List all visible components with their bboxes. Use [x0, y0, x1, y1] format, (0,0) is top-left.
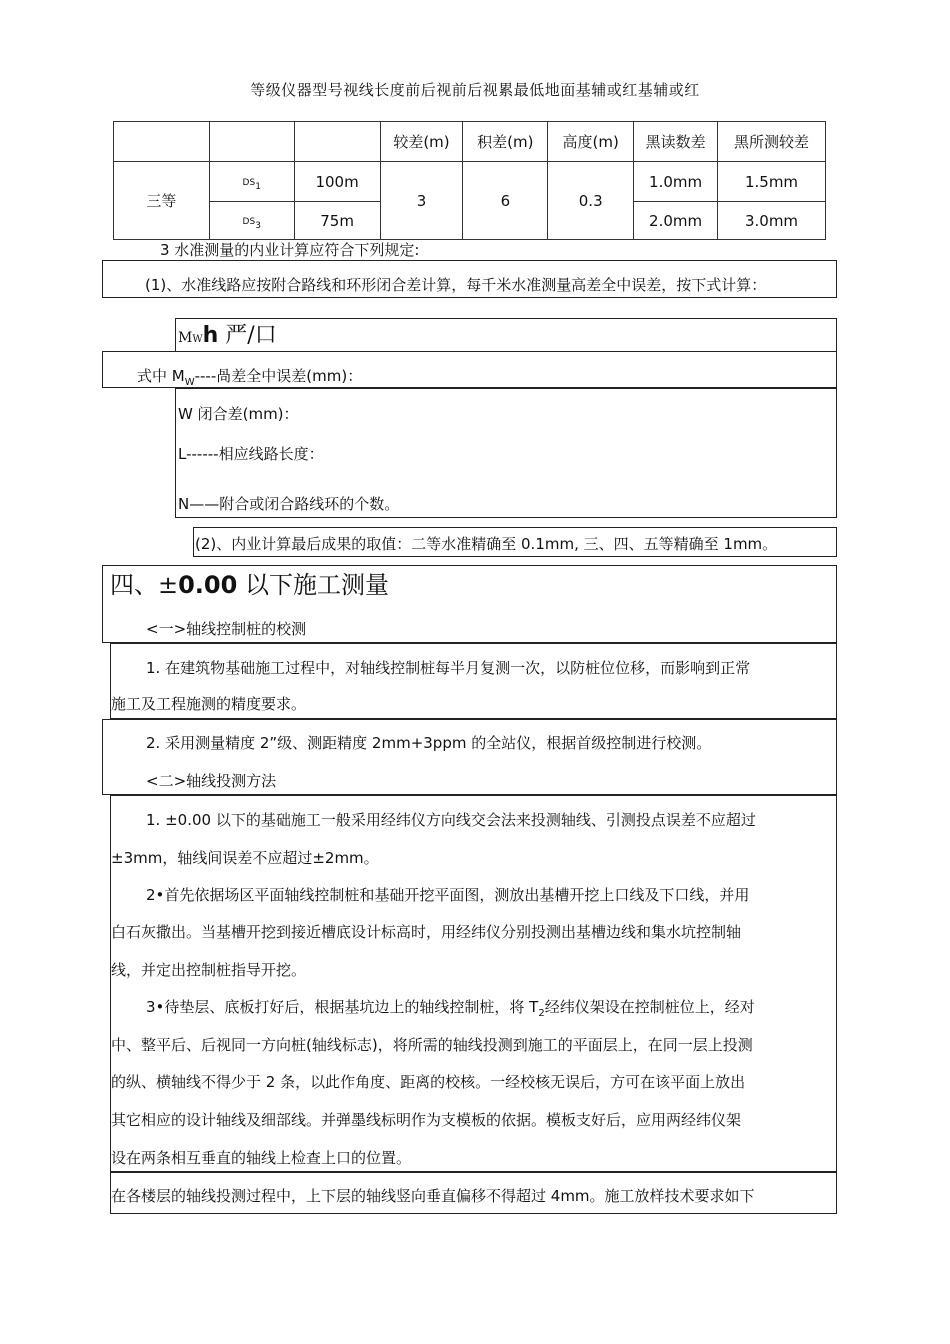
table-cell-empty — [294, 122, 380, 162]
black-measured-diff-cell: 3.0mm — [718, 202, 826, 240]
definition-l: L------相应线路长度： — [178, 445, 324, 463]
paragraph-2: 2. 采用测量精度 2”级、测距精度 2mm+3ppm 的全站仪，根据首级控制进行校测。 — [146, 734, 712, 752]
paragraph-4-line-3: 线，并定出控制桩指导开挖。 — [111, 961, 307, 979]
paragraph-5-line-2: 中、整平后、后视同一方向桩(轴线标志)，将所需的轴线投测到施工的平面层上，在同一层上投测 — [111, 1036, 753, 1054]
paragraph-4-line-1: 2•首先依据场区平面轴线控制桩和基础开挖平面图，测放出基槽开挖上口线及下口线，并用 — [146, 886, 750, 904]
leveling-table — [113, 121, 826, 240]
paragraph-3-line-2: ±3mm，轴线间误差不应超过±2mm。 — [111, 849, 379, 867]
black-reading-diff-cell: 2.0mm — [634, 202, 718, 240]
paragraph-1-line-2: 施工及工程施测的精度要求。 — [111, 695, 307, 713]
table-cell-empty — [209, 122, 294, 162]
front-back-diff-cell: 3 — [380, 162, 463, 240]
paragraph-5-line-5: 设在两条相互垂直的轴线上检查上口的位置。 — [111, 1149, 412, 1167]
instrument-cell: $DS_3$ — [209, 202, 294, 240]
column-header: 黑所测较差 — [718, 122, 826, 162]
paragraph-4-line-2: 白石灰撒出。当基槽开挖到接近槽底设计标高时，用经纬仪分别投测出基槽边线和集水坑控制轴 — [111, 923, 742, 941]
instrument-cell: $DS_1$ — [209, 162, 294, 202]
grade-cell: 三等 — [114, 162, 210, 240]
black-reading-diff-cell: 1.0mm — [634, 162, 718, 202]
subsection-1-title: <一>轴线控制桩的校测 — [146, 620, 307, 638]
definition-mw: 式中 $M_W----$咼差全中误差(mm)： — [137, 367, 363, 388]
section-4-title: 四、±0.00 以下施工测量 — [110, 571, 389, 599]
table-header-line: 等级仪器型号视线长度前后视前后视累最低地面基辅或红基辅或红 — [250, 81, 700, 99]
table-cell-empty — [114, 122, 210, 162]
definition-w: W 闭合差(mm)： — [178, 405, 299, 423]
accum-diff-cell: 6 — [463, 162, 548, 240]
paragraph-5-line-3: 的纵、横轴线不得少于 2 条，以此作角度、距离的校核。一经校核无误后，方可在该平面上放出 — [111, 1073, 746, 1091]
definition-n: N——附合或闭合路线环的个数。 — [178, 495, 400, 513]
sight-length-cell: 100m — [294, 162, 380, 202]
height-cell: 0.3 — [548, 162, 634, 240]
rule-3-1-text: (1)、水准线路应按附合路线和环形闭合差计算，每千米水准测量高差全中误差，按下式计算： — [145, 276, 767, 294]
column-header: 积差(m) — [463, 122, 548, 162]
black-measured-diff-cell: 1.5mm — [718, 162, 826, 202]
subsection-2-title: <二>轴线投测方法 — [146, 772, 277, 790]
column-header: 较差(m) — [380, 122, 463, 162]
rule-3-text: 3 水准测量的内业计算应符合下列规定: — [160, 241, 420, 259]
paragraph-1-line-1: 1. 在建筑物基础施工过程中，对轴线控制桩每半月复测一次，以防桩位位移，而影响到正常 — [146, 659, 751, 677]
paragraph-3-line-1: 1. ±0.00 以下的基础施工一般采用经纬仪方向线交会法来投测轴线、引测投点误差不应超过 — [146, 811, 756, 829]
paragraph-6: 在各楼层的轴线投测过程中，上下层的轴线竖向垂直偏移不得超过 4mm。施工放样技术要求如下 — [111, 1187, 755, 1205]
paragraph-5-line-1: 3•待垫层、底板打好后，根据基坑边上的轴线控制桩，将 $T_2$经纬仪架设在控制桩位上，经对 — [146, 998, 755, 1019]
column-header: 黑读数差 — [634, 122, 718, 162]
column-header: 高度(m) — [548, 122, 634, 162]
sight-length-cell: 75m — [294, 202, 380, 240]
formula: MWh 严/口 — [178, 323, 277, 348]
paragraph-5-line-4: 其它相应的设计轴线及细部线。并弹墨线标明作为支模板的依据。模板支好后，应用两经纬仪架 — [111, 1111, 742, 1129]
rule-3-2-text: (2)、内业计算最后成果的取值：二等水准精确至 0.1mm, 三、四、五等精确至 1mm。 — [195, 535, 778, 553]
